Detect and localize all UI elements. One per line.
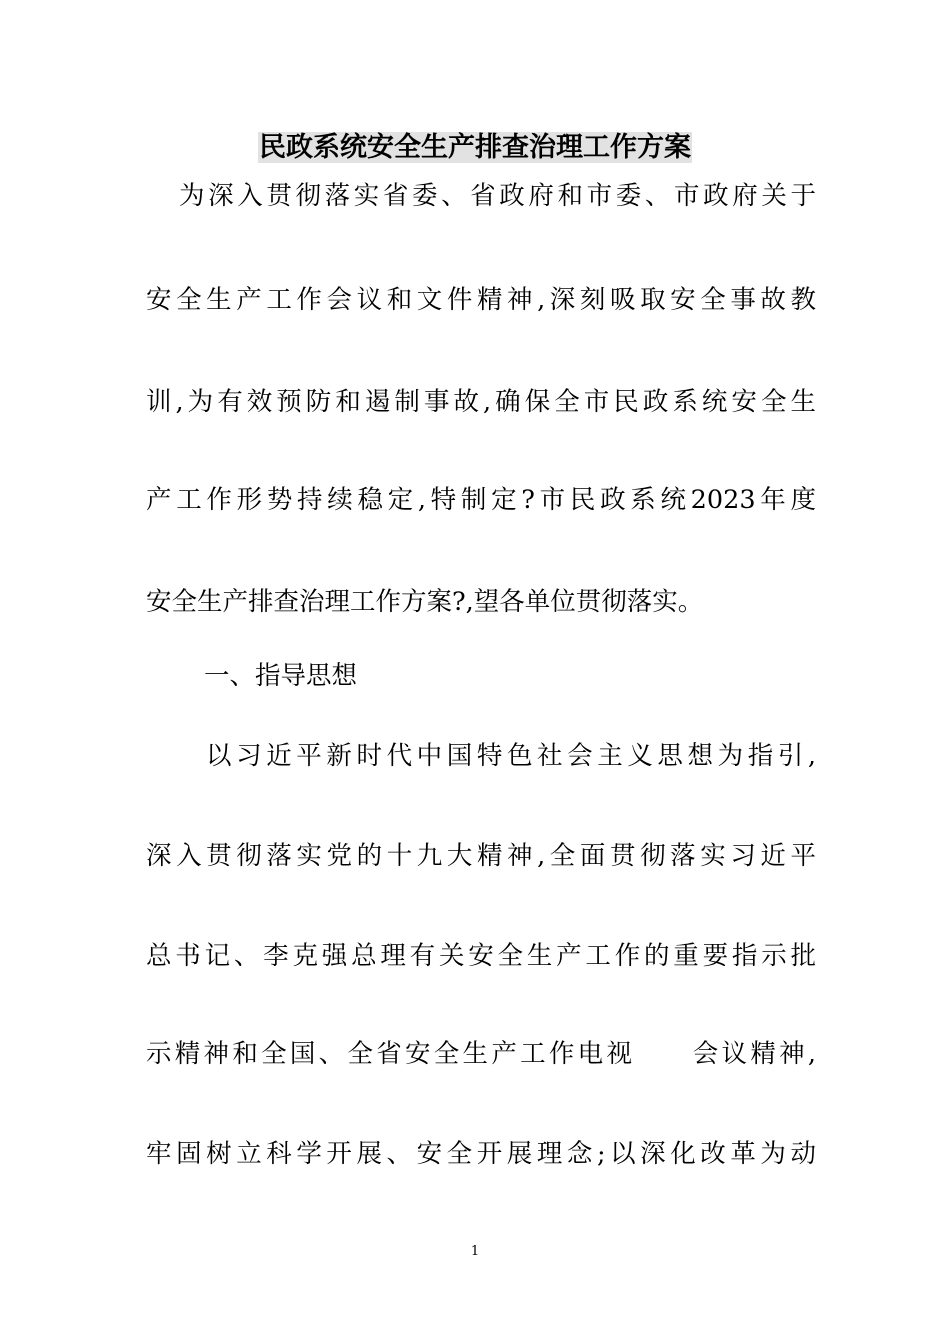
paragraph-line-6: 以习近平新时代中国特色社会主义思想为指引, [206,741,816,771]
paragraph-line-9: 示精神和全国、全省安全生产工作电视 会议精神, [146,1039,816,1069]
document-title-text: 民政系统安全生产排查治理工作方案 [259,132,691,163]
section-heading-guiding-ideology: 一、指导思想 [204,661,358,691]
paragraph-line-8: 总书记、李克强总理有关安全生产工作的重要指示批 [146,941,816,971]
paragraph-line-5: 安全生产排查治理工作方案?,望各单位贯彻落实。 [146,587,704,617]
paragraph-line-3: 训,为有效预防和遏制事故,确保全市民政系统安全生 [146,387,816,417]
paragraph-line-7: 深入贯彻落实党的十九大精神,全面贯彻落实习近平 [146,841,816,871]
paragraph-line-4: 产工作形势持续稳定,特制定?市民政系统2023年度 [146,485,816,515]
document-title [0,128,950,168]
page-number: 1 [470,1244,480,1259]
paragraph-line-1: 为深入贯彻落实省委、省政府和市委、市政府关于 [179,181,816,211]
paragraph-line-2: 安全生产工作会议和文件精神,深刻吸取安全事故教 [146,285,816,315]
paragraph-line-10: 牢固树立科学开展、安全开展理念;以深化改革为动 [146,1139,816,1169]
